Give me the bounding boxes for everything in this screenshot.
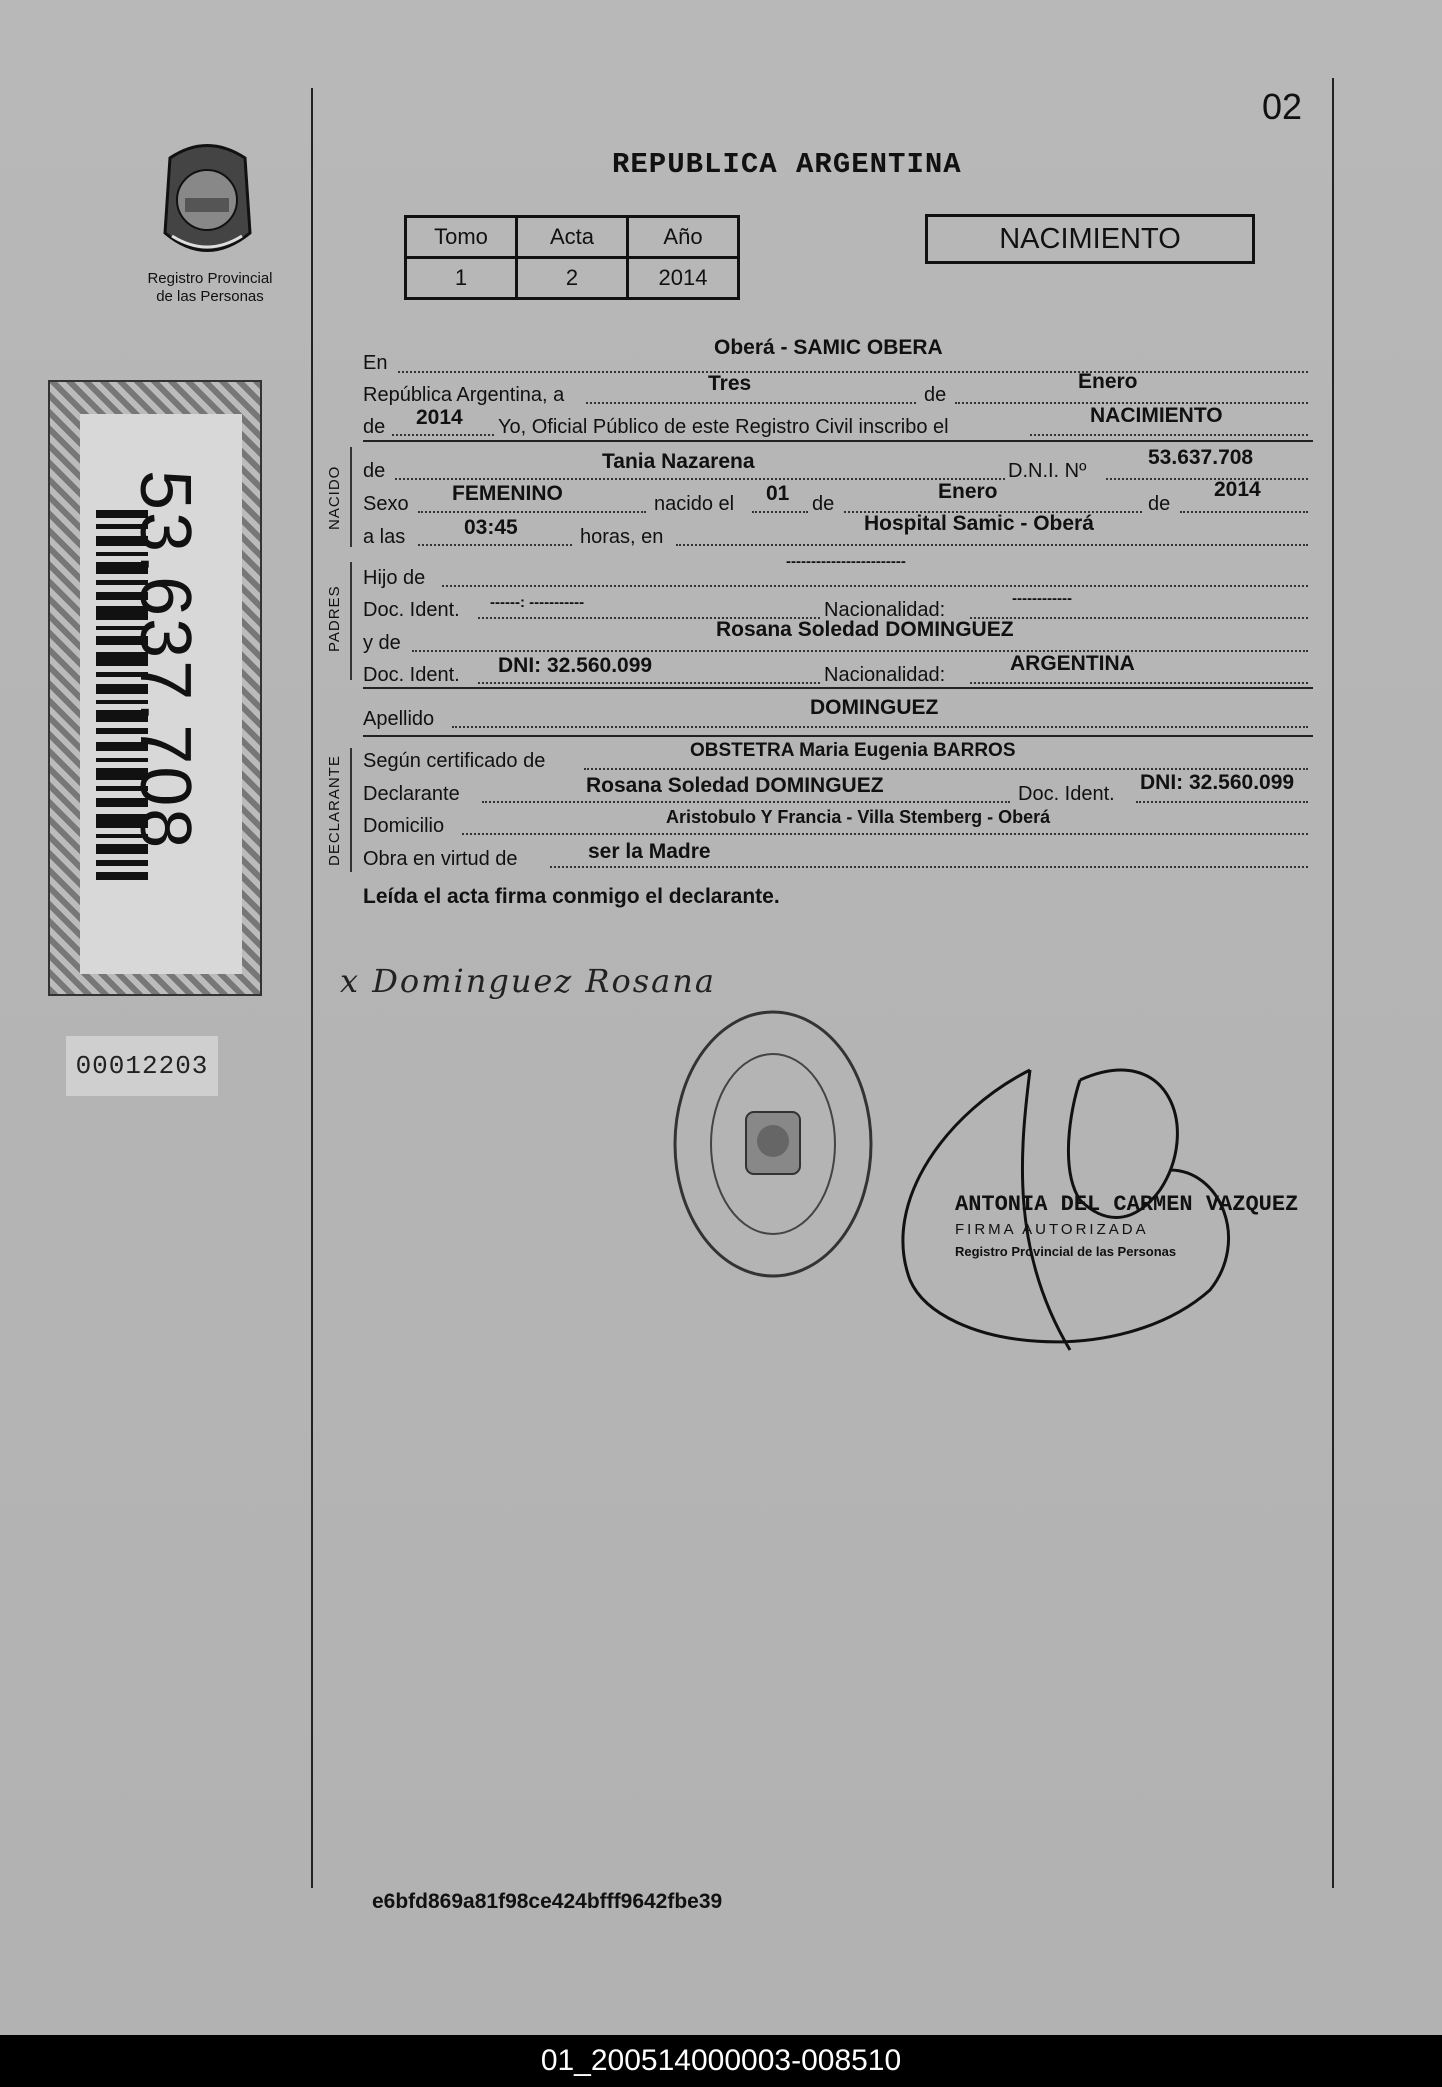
tomo-value: 1 [406,258,517,299]
dots [478,682,820,684]
value-sexo: FEMENINO [452,482,563,505]
record-type-box: NACIMIENTO [925,214,1255,264]
value-mes-texto: Enero [1078,370,1138,393]
official-stamp-seal [668,1004,878,1284]
footer-id-bar: 01_200514000003-008510 [0,2035,1442,2087]
tomo-label: Tomo [406,217,517,258]
dots [1030,434,1308,436]
label-sexo: Sexo [363,493,409,515]
section-label-padres: PADRES [326,585,343,652]
rule [363,735,1313,737]
dots [442,585,1308,587]
value-anio: 2014 [1214,478,1261,501]
section-bar [350,748,352,872]
section-bar [350,447,352,547]
label-de: de [924,384,947,406]
label-doc-ident: Doc. Ident. [363,599,460,621]
rule [363,440,1313,442]
authority-name: ANTONIA DEL CARMEN VAZQUEZ [955,1192,1299,1217]
dots [392,434,494,436]
label-segun: Según certificado de [363,750,546,772]
value-apellido: DOMINGUEZ [810,696,939,719]
document-title: REPUBLICA ARGENTINA [612,148,962,181]
dots [676,544,1308,546]
label-en: En [363,352,388,374]
section-label-nacido: NACIDO [326,465,343,530]
value-lugar-nacimiento: Hospital Samic - Oberá [864,512,1094,535]
province-seal-logo [150,138,265,268]
right-margin-line [1332,78,1334,1888]
declarant-signature: x Dominguez Rosana [340,962,716,1000]
dots [452,726,1308,728]
label-apellido: Apellido [363,708,435,730]
label-de2: de [363,416,386,438]
label-republica: República Argentina, a [363,384,565,406]
anio-label: Año [628,217,739,258]
document-hash: e6bfd869a81f98ce424bfff9642fbe39 [372,1890,723,1913]
dots [412,650,1308,652]
value-lugar: Oberá - SAMIC OBERA [714,336,943,359]
label-a-las: a las [363,526,406,548]
section-bar [350,562,352,680]
label-doc-ident3: Doc. Ident. [1018,783,1115,805]
registry-caption [140,270,280,306]
label-domicilio: Domicilio [363,815,445,837]
value-hora: 03:45 [464,516,518,539]
value-nombre: Tania Nazarena [602,450,755,473]
value-mes: Enero [938,480,998,503]
dots [970,682,1308,684]
value-anio-texto: 2014 [416,406,463,429]
registry-caption-line1: Registro Provincial [147,270,273,287]
label-doc-ident2: Doc. Ident. [363,664,460,686]
label-nacionalidad2: Nacionalidad: [824,664,946,686]
section-label-declarante: DECLARANTE [326,755,343,866]
value-madre-doc: DNI: 32.560.099 [498,654,653,677]
value-obra: ser la Madre [588,840,711,863]
rule [363,687,1313,689]
dots [584,768,1308,770]
dots [1180,511,1308,513]
page-number: 02 [1262,86,1303,127]
authority-block [955,1192,1298,1259]
label-dni: D.N.I. Nº [1008,460,1087,482]
authority-role: FIRMA AUTORIZADA [955,1221,1149,1238]
dots [395,478,1005,480]
value-domicilio: Aristobulo Y Francia - Villa Stemberg - Oberá [666,807,1051,827]
label-de-nac: de [363,460,386,482]
value-tipo: NACIMIENTO [1090,404,1223,427]
dots [752,511,808,513]
registry-caption-line2: de las Personas [156,288,264,305]
anio-value: 2014 [628,258,739,299]
dots [398,371,1308,373]
barcode-dni-number: 53.637.708 [125,470,205,851]
value-certificado: OBSTETRA Maria Eugenia BARROS [690,740,1016,761]
dots [1106,478,1308,480]
value-padre: ------------------------ [786,553,906,570]
value-madre: Rosana Soledad DOMINGUEZ [716,618,1014,641]
label-horas-en: horas, en [580,526,664,548]
value-dia-texto: Tres [708,372,752,395]
left-margin-line [311,88,313,1888]
authority-org: Registro Provincial de las Personas [955,1244,1177,1259]
dots [462,833,1308,835]
label-nacionalidad: Nacionalidad: [824,599,946,621]
side-stamp-number: 00012203 [66,1036,218,1096]
acta-value: 2 [517,258,628,299]
label-declarante: Declarante [363,783,460,805]
dots [970,617,1308,619]
dots [418,511,646,513]
value-dia: 01 [766,482,790,505]
label-obra: Obra en virtud de [363,848,518,870]
value-declarante-doc: DNI: 32.560.099 [1140,771,1295,794]
value-declarante: Rosana Soledad DOMINGUEZ [586,774,884,797]
label-de-mes: de [812,493,835,515]
label-nacido-el: nacido el [654,493,735,515]
value-madre-nac: ARGENTINA [1010,652,1135,675]
dots [586,402,916,404]
label-y-de: y de [363,632,401,654]
value-dni: 53.637.708 [1148,446,1254,469]
dots [482,801,1010,803]
label-yo: Yo, Oficial Público de este Registro Civil inscribo el [498,416,949,438]
reference-table [404,215,740,300]
value-padre-doc: ------: ----------- [490,594,585,611]
acta-label: Acta [517,217,628,258]
label-hijo-de: Hijo de [363,567,426,589]
dots [1136,801,1308,803]
dots [418,544,572,546]
dots [550,866,1308,868]
closing-statement: Leída el acta firma conmigo el declarante. [363,885,780,908]
label-de-anio: de [1148,493,1171,515]
value-padre-nac: ------------ [1012,590,1072,607]
